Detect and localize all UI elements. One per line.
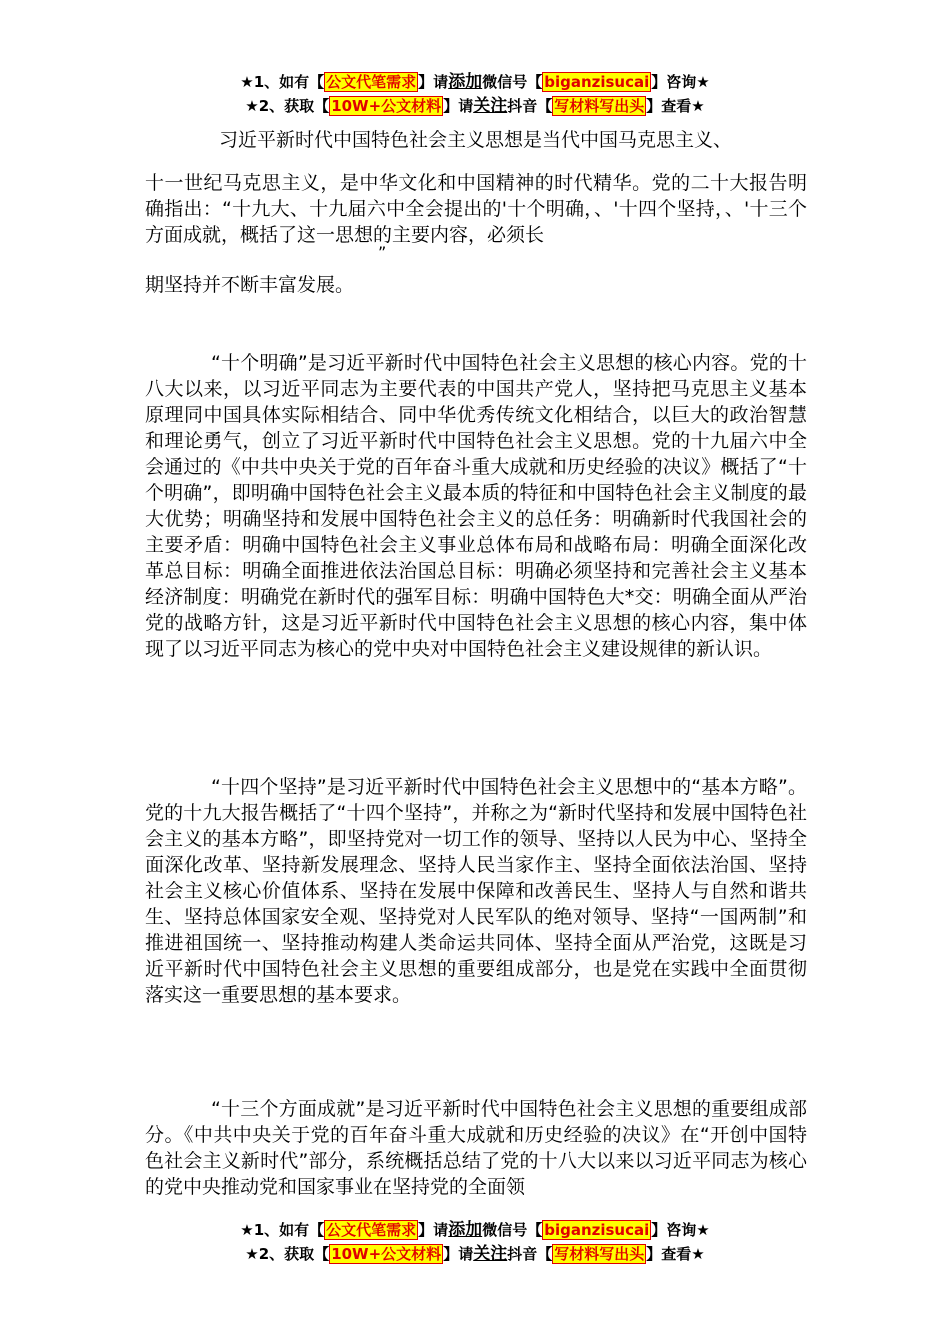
banner-highlight: 10W+公文材料 <box>331 1245 442 1263</box>
intro-quote-mark: ” <box>378 243 387 262</box>
intro-last-line: 期坚持并不断丰富发展。 <box>145 274 355 296</box>
banner-highlight: 10W+公文材料 <box>331 97 442 115</box>
banner-text: 】咨询★ <box>651 1221 710 1239</box>
banner-emphasis: 添加 <box>448 72 483 92</box>
promo-banner-top-line2 <box>0 94 950 118</box>
banner-text: 微信号【 <box>482 1221 543 1239</box>
promo-banner-top-line1 <box>0 70 950 94</box>
banner-emphasis: 关注 <box>473 96 508 116</box>
banner-text: 】请 <box>418 1221 449 1239</box>
banner-highlight: biganzisucai <box>544 1221 650 1239</box>
banner-text: ★1、如有【 <box>240 1221 325 1239</box>
banner-text: 】请 <box>443 97 474 115</box>
promo-banner-bottom-line1 <box>0 1218 950 1242</box>
banner-highlight: 公文代笔需求 <box>326 1221 417 1239</box>
promo-banner-bottom-line2 <box>0 1242 950 1266</box>
banner-highlight: 公文代笔需求 <box>326 73 417 91</box>
banner-emphasis: 关注 <box>473 1244 508 1264</box>
banner-text: 】请 <box>418 73 449 91</box>
banner-text: 抖音【 <box>507 1245 553 1263</box>
banner-text: ★2、获取【 <box>245 97 330 115</box>
banner-highlight: 写材料写出头 <box>554 1245 645 1263</box>
banner-emphasis: 添加 <box>448 1220 483 1240</box>
intro-paragraph: 十一世纪马克思主义，是中华文化和中国精神的时代精华。党的二十大报告明确指出：“十九大、十九届六中全会提出的'十个明确，、'十四个坚持，、'十三个方面成就，概括了这一思想的主要内容，必须长 <box>145 172 807 246</box>
banner-text: 】查看★ <box>646 1245 705 1263</box>
intro-first-line: 习近平新时代中国特色社会主义思想是当代中国马克思主义、 <box>219 129 733 151</box>
banner-text: 】请 <box>443 1245 474 1263</box>
banner-text: ★2、获取【 <box>245 1245 330 1263</box>
paragraph-ten-clarifications: “十个明确”是习近平新时代中国特色社会主义思想的核心内容。党的十八大以来，以习近平同志为主要代表的中国共产党人，坚持把马克思主义基本原理同中国具体实际相结合、同中华优秀传统文化相结合，以巨大的政治智慧和理论勇气，创立了习近平新时代中国特色社会主义思想。党的十九届六中全会通过的《中共中央关于党的百年奋斗重大成就和历史经验的决议》概括了“十个明确”，即明确中国特色社会主义最本质的特征和中国特色社会主义制度的最大优势；明确坚持和发展中国特色社会主义的总任务：明确新时代我国社会的主要矛盾：明确中国特色社会主义事业总体布局和战略布局：明确全面深化改革总目标：明确全面推进依法治国总目标：明确必须坚持和完善社会主义基本经济制度：明确党在新时代的强军目标：明确中国特色大*交：明确全面从严治党的战略方针，这是习近平新时代中国特色社会主义思想的核心内容，集中体现了以习近平同志为核心的党中央对中国特色社会主义建设规律的新认识。 <box>145 352 807 660</box>
banner-text: 微信号【 <box>482 73 543 91</box>
banner-text: 】咨询★ <box>651 73 710 91</box>
banner-text: 】查看★ <box>646 97 705 115</box>
banner-highlight: 写材料写出头 <box>554 97 645 115</box>
paragraph-thirteen-achievements: “十三个方面成就”是习近平新时代中国特色社会主义思想的重要组成部分。《中共中央关于党的百年奋斗重大成就和历史经验的决议》在“开创中国特色社会主义新时代”部分，系统概括总结了党的十八大以来以习近平同志为核心的党中央推动党和国家事业在坚持党的全面领 <box>145 1098 807 1198</box>
paragraph-fourteen-adherences: “十四个坚持”是习近平新时代中国特色社会主义思想中的“基本方略”。党的十九大报告概括了“十四个坚持”，并称之为“新时代坚持和发展中国特色社会主义的基本方略”，即坚持党对一切工作的领导、坚持以人民为中心、坚持全面深化改革、坚持新发展理念、坚持人民当家作主、坚持全面依法治国、坚持社会主义核心价值体系、坚持在发展中保障和改善民生、坚持人与自然和谐共生、坚持总体国家安全观、坚持党对人民军队的绝对领导、坚持“一国两制”和推进祖国统一、坚持推动构建人类命运共同体、坚持全面从严治党，这既是习近平新时代中国特色社会主义思想的重要组成部分，也是党在实践中全面贯彻落实这一重要思想的基本要求。 <box>145 776 807 1006</box>
banner-highlight: biganzisucai <box>544 73 650 91</box>
banner-text: 抖音【 <box>507 97 553 115</box>
banner-text: ★1、如有【 <box>240 73 325 91</box>
